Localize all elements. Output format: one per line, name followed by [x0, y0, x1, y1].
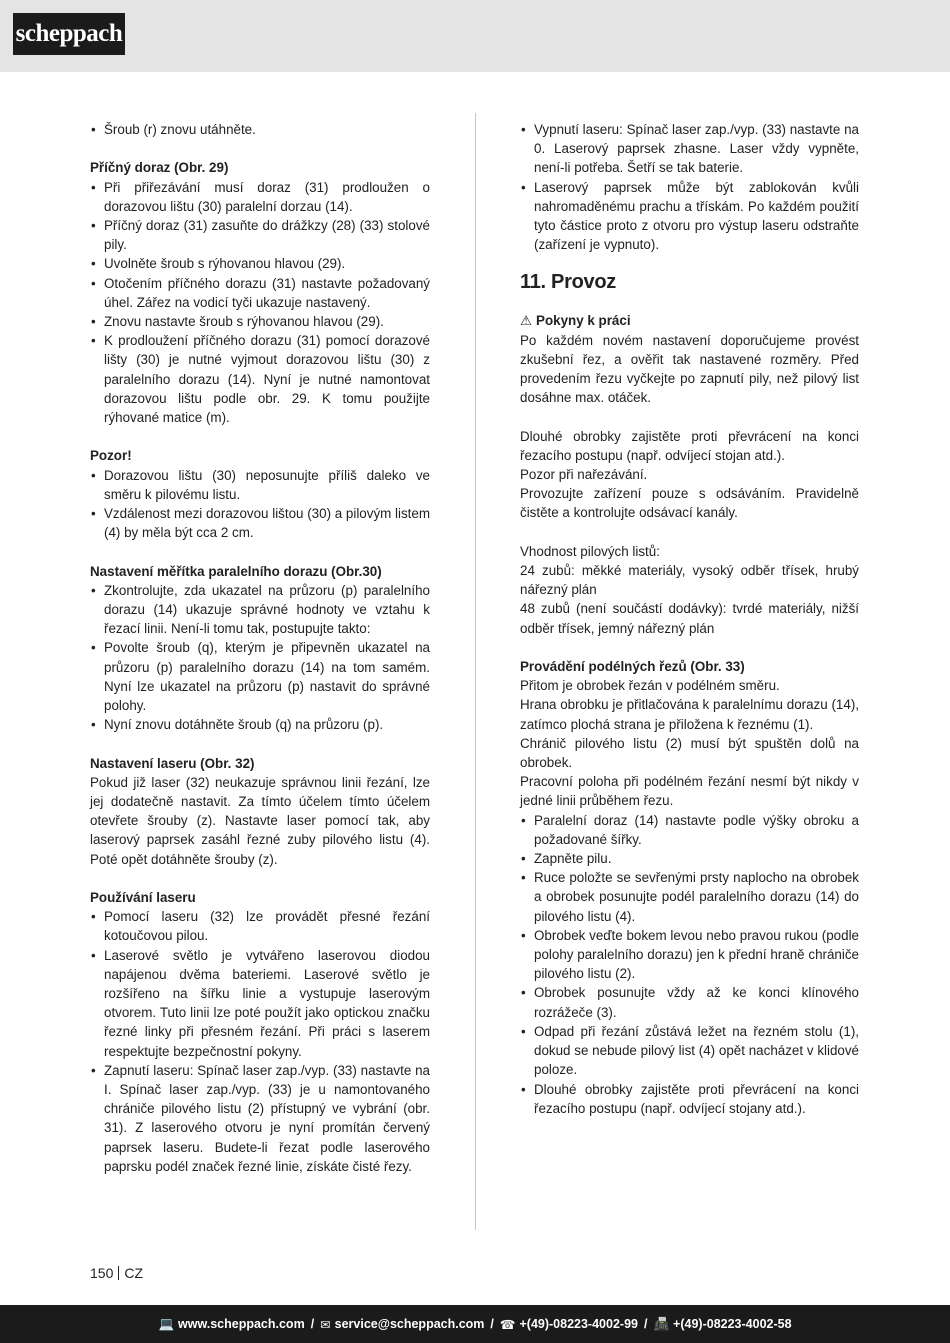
list-item: • Dorazovou lištu (30) neposunujte příliš daleko ve směru k pilovému listu. [90, 466, 430, 504]
list-item: • Vypnutí laseru: Spínač laser zap./vyp. (33) nastavte na 0. Laserový paprsek zhasne. Laser vždy vypněte, není-li potřeba. Šetří se tak baterie. [520, 120, 859, 178]
caution-heading: Pozor! [90, 448, 132, 464]
list-item: • Vzdálenost mezi dorazovou lištou (30) a pilovým listem (4) by měla být cca 2 cm. [90, 504, 430, 542]
caution-list [90, 466, 430, 543]
list-item: • Obrobek veďte bokem levou nebo pravou rukou (podle polohy paralelního dorazu) jen k přední hraně chrániče pilového listu (2). [520, 926, 859, 984]
separator: / [643, 1317, 648, 1331]
paragraph: Přitom je obrobek řezán v podélném směru. [520, 678, 780, 694]
intro-list [90, 120, 430, 139]
left-column [90, 120, 430, 1176]
laser-setting-heading: Nastavení laseru (Obr. 32) [90, 755, 255, 771]
list-item: • K prodloužení příčného dorazu (31) pomocí dorazové lišty (30) je nutné vyjmout dorazovou lištu (30) z paralelního dorazu (14). Nyní je nutné namontovat dorazovou lištu podle obr. 29. K tomu použijte rýhované matice (m). [90, 331, 430, 427]
column-divider [475, 113, 476, 1230]
computer-icon: 💻 [158, 1316, 175, 1331]
list-item: • Odpad při řezání zůstává ležet na řezném stolu (1), dokud se nebude pilový list (4) opět nacházet v klidové poloze. [520, 1022, 859, 1080]
laser-use-list [90, 907, 430, 1176]
list-item: • Příčný doraz (31) zasuňte do drážkzy (28) (33) stolové pily. [90, 216, 430, 254]
list-item: • Znovu nastavte šroub s rýhovanou hlavou (29). [90, 312, 430, 331]
scale-list [90, 581, 430, 735]
page-number [90, 1265, 143, 1281]
list-item: • Paralelní doraz (14) nastavte podle výšky obroku a požadované šířky. [520, 811, 859, 849]
mail-icon: ✉ [320, 1317, 331, 1332]
list-item: • Laserový paprsek může být zablokován kvůli nahromaděnému prachu a třískám. Po každém použití tyto částice proto z otvoru pro výstup laseru odstraňte (zařízení je vypnuto). [520, 178, 859, 255]
fax-icon: 📠 [653, 1316, 670, 1331]
list-item: • Otočením příčného dorazu (31) nastavte požadovaný úhel. Zářez na vodicí tyči ukazuje nastavený. [90, 274, 430, 312]
divider-bar [118, 1266, 119, 1280]
paragraph: 24 zubů: měkké materiály, vysoký odběr třísek, hrubý nářezný plán [520, 563, 859, 598]
paragraph: Vhodnost pilových listů: [520, 543, 660, 559]
paragraph: 48 zubů (není součástí dodávky): tvrdé materiály, nižší odběr třísek, jemný nářezný plán [520, 601, 859, 636]
list-item: • Povolte šroub (q), kterým je připevněn ukazatel na průzoru (p) paralelního dorazu (14) na tom samém. Nyní lze ukazatel na průzoru (p) nastavit do správné polohy. [90, 638, 430, 715]
list-item: • Ruce položte se sevřenými prsty naplocho na obrobek a obrobek posunujte podél paralelního dorazu (14) do pilového listu (4). [520, 868, 859, 926]
rip-cuts-heading: Provádění podélných řezů (Obr. 33) [520, 659, 745, 675]
phone-icon: ☎ [499, 1317, 516, 1332]
paragraph: Dlouhé obrobky zajistěte proti převrácení na konci řezacího postupu (např. odvíjecí stojan atd.). [520, 428, 859, 463]
right-column [520, 120, 859, 1118]
scheppach-logo: scheppach [13, 13, 125, 55]
list-item: • Pomocí laseru (32) lze provádět přesné řezání kotoučovou pilou. [90, 907, 430, 945]
cross-stop-heading: Příčný doraz (Obr. 29) [90, 160, 229, 176]
list-item: • Obrobek posunujte vždy až ke konci klínového rozrážeče (3). [520, 983, 859, 1021]
list-item: • Zapněte pilu. [520, 849, 859, 868]
paragraph: Provozujte zařízení pouze s odsáváním. Pravidelně čistěte a kontrolujte odsávací kanály. [520, 486, 859, 521]
paragraph: Hrana obrobku je přitlačována k paralelnímu dorazu (14), zatímco plochá strana je přiložena k řeznému (1). [520, 697, 859, 732]
section-title: 11. Provoz [520, 271, 616, 294]
separator: / [490, 1317, 494, 1331]
list-item: • Nyní znovu dotáhněte šroub (q) na průzoru (p). [90, 715, 430, 734]
list-item: • Zkontrolujte, zda ukazatel na průzoru (p) paralelního dorazu (14) ukazuje správné hodnoty ve vztahu k řezací linii. Není-li tomu tak, postupujte takto: [90, 581, 430, 639]
paragraph: Pozor při nařezávání. [520, 467, 648, 483]
separator: / [310, 1317, 315, 1331]
page-number-value: 150 [90, 1265, 114, 1281]
list-item: • Uvolněte šroub s rýhovanou hlavou (29). [90, 254, 430, 273]
laser-off-list [520, 120, 859, 254]
paragraph: Chránič pilového listu (2) musí být spuštěn dolů na obrobek. [520, 735, 859, 771]
laser-setting-text: Pokud již laser (32) neukazuje správnou linii řezání, lze jej dodatečně nastavit. Za tímto účelem tímto účelem otevřete šrouby (z). Nastavte laser pomocí tak, aby laserový paprsek zasáhl řezné zuby pilového listu (4). Poté opět dotáhněte šrouby (z). [90, 774, 430, 867]
work-notes-heading: ⚠ Pokyny k práci [520, 313, 631, 329]
fax-number: +(49)-08223-4002-58 [673, 1317, 792, 1331]
warning-icon: ⚠ [520, 313, 533, 329]
scale-heading: Nastavení měřítka paralelního dorazu (Obr.30) [90, 563, 382, 579]
list-item: • Při přiřezávání musí doraz (31) prodloužen o dorazovou lištu (30) paralelní dorzau (14). [90, 178, 430, 216]
rip-cuts-list [520, 811, 859, 1118]
laser-use-heading: Používání laseru [90, 890, 196, 906]
list-item: • Dlouhé obrobky zajistěte proti převrácení na konci řezacího postupu (např. odvíjecí stojany atd.). [520, 1080, 859, 1118]
page-header [0, 0, 950, 72]
website-link[interactable]: www.scheppach.com [178, 1317, 305, 1331]
list-item: • Šroub (r) znovu utáhněte. [90, 120, 430, 139]
list-item: • Laserové světlo je vytvářeno laserovou diodou napájenou dvěma bateriemi. Laserové světlo je rozšířeno na šířku linie a vystupuje laserovým otvorem. Tuto linii lze poté použít jako optickou značku řezné linky při přesném řezání. Při práci s laserem respektujte bezpečnostní pokyny. [90, 946, 430, 1061]
paragraph: Pracovní poloha při podélném řezání nesmí být nikdy v jedné linii průběhem řezu. [520, 774, 859, 809]
work-notes-text: Po každém novém nastavení doporučujeme provést zkušební řez, a ověřit tak nastavené rozměry. Před provedením řezu vyčkejte po zapnutí pily, než pilový list dosáhne max. otáček. [520, 332, 859, 406]
contact-footer [0, 1305, 950, 1343]
cross-stop-list [90, 178, 430, 428]
list-item: • Zapnutí laseru: Spínač laser zap./vyp. (33) nastavte na I. Spínač laser zap./vyp. (33) je u namontovaného chrániče pilového listu (2) přístupný ve vybrání (obr. 31). Z laserového otvoru je nyní promítán červený paprsek laseru. Budete-li řezat podle laserového paprsku podél značek řezné linie, získáte čisté řezy. [90, 1061, 430, 1176]
email-link[interactable]: service@scheppach.com [334, 1317, 485, 1331]
phone-number: +(49)-08223-4002-99 [519, 1317, 638, 1331]
language-code: CZ [124, 1265, 144, 1281]
